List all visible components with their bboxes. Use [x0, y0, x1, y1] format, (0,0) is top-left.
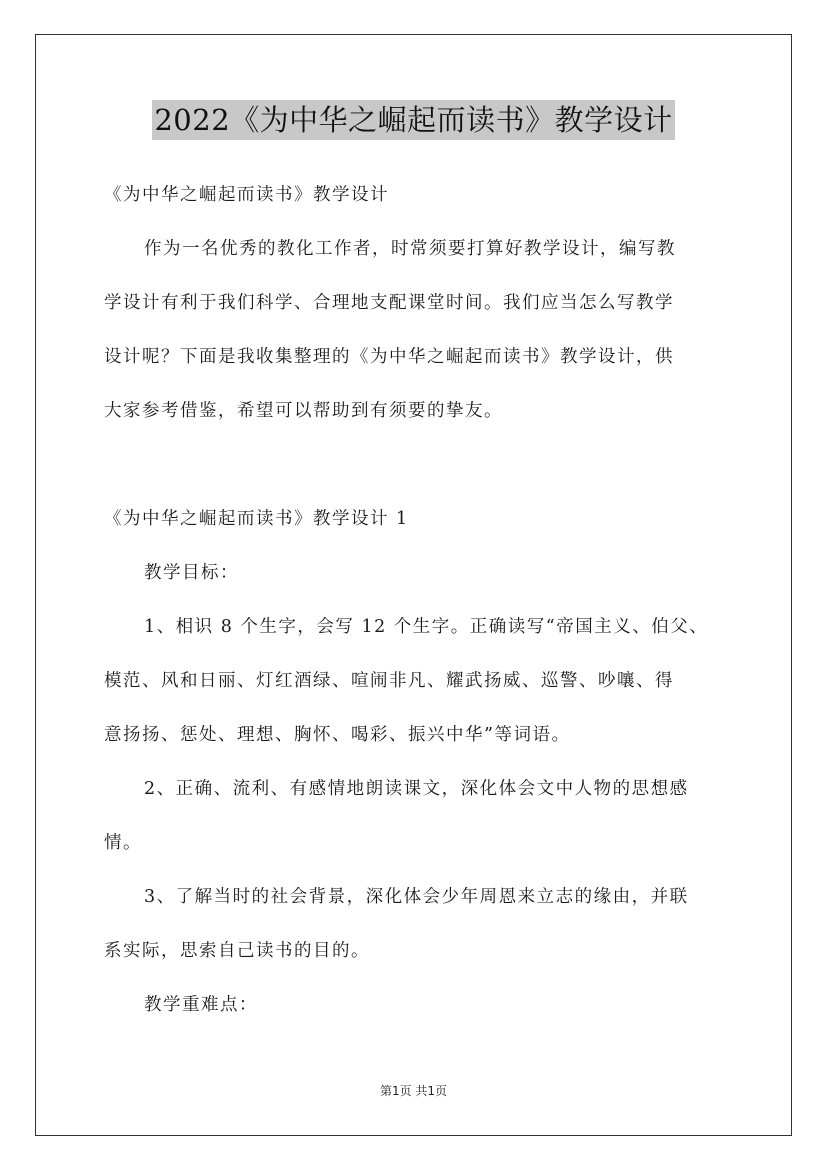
subtitle-line: 《为中华之崛起而读书》教学设计 — [104, 185, 389, 205]
goal-2-line-1: 2、正确、流利、有感情地朗读课文，深化体会文中人物的思想感 — [144, 779, 689, 799]
goal-1-line-2: 模范、风和日丽、灯红酒绿、喧闹非凡、耀武扬威、巡警、吵嚷、得 — [104, 671, 674, 691]
intro-line-2: 学设计有利于我们科学、合理地支配课堂时间。我们应当怎么写教学 — [104, 293, 674, 313]
goal-2-line-2: 情。 — [104, 833, 142, 853]
goal-3-line-2: 系实际，思索自己读书的目的。 — [104, 941, 370, 961]
section-heading: 《为中华之崛起而读书》教学设计 1 — [104, 509, 409, 529]
intro-line-4: 大家参考借鉴，希望可以帮助到有须要的挚友。 — [104, 401, 503, 421]
title-container — [0, 100, 827, 140]
goal-3-line-1: 3、了解当时的社会背景，深化体会少年周恩来立志的缘由，并联 — [144, 887, 689, 907]
goal-1-line-3: 意扬扬、惩处、理想、胸怀、喝彩、振兴中华”等词语。 — [104, 725, 571, 745]
intro-line-1: 作为一名优秀的教化工作者，时常须要打算好教学设计，编写教 — [144, 239, 676, 259]
goal-1-line-1: 1、相识 8 个生字，会写 12 个生字。正确读写“帝国主义、伯父、 — [144, 617, 709, 637]
document-title: 2022《为中华之崛起而读书》教学设计 — [152, 100, 674, 140]
goals-heading: 教学目标： — [144, 563, 239, 583]
intro-line-3: 设计呢？下面是我收集整理的《为中华之崛起而读书》教学设计，供 — [104, 347, 674, 367]
key-points-heading: 教学重难点： — [144, 995, 258, 1015]
page-footer: 第1页 共1页 — [379, 1084, 448, 1098]
